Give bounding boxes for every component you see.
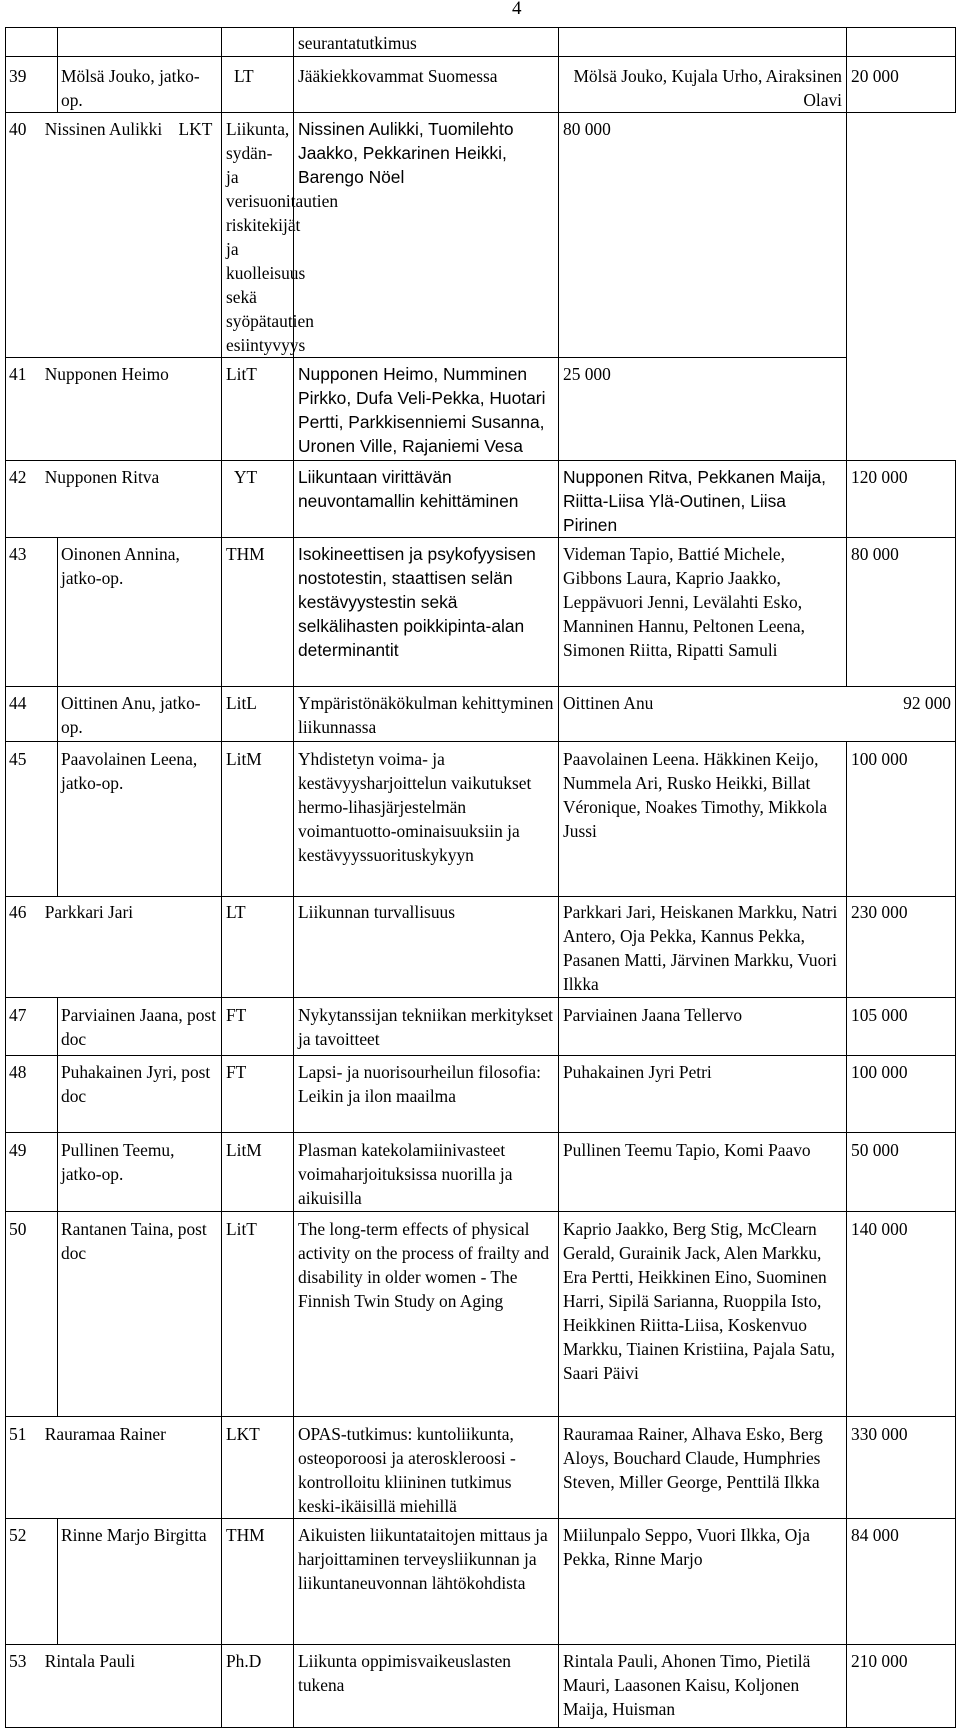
table-row xyxy=(6,1417,956,1519)
project-title: The long-term effects of physical activity on the process of frailty and disability in older women - The Finnish Twin Study on Aging xyxy=(294,1212,559,1417)
project-title: Jääkiekkovammat Suomessa xyxy=(294,57,559,113)
row-number: 53 xyxy=(9,1651,27,1671)
degree: LitT xyxy=(222,1212,294,1417)
amount: 50 000 xyxy=(847,1133,956,1212)
researchers: Paavolainen Leena. Häkkinen Keijo, Nummela Ari, Rusko Heikki, Billat Véronique, Noakes Timothy, Mikkola Jussi xyxy=(559,742,847,897)
applicant-name: Mölsä Jouko, jatko-op. xyxy=(58,57,222,113)
project-title: Liikunta, sydän- ja verisuonitautien riskitekijät ja kuolleisuus sekä syöpätautien esiintyvyys xyxy=(222,113,294,358)
amount: 80 000 xyxy=(559,113,847,358)
degree: Ph.D xyxy=(222,1645,294,1728)
project-title: Nykytanssijan tekniikan merkitykset ja tavoitteet xyxy=(294,998,559,1056)
applicant-name: Nissinen Aulikki xyxy=(44,119,163,139)
researchers: Nupponen Ritva, Pekkanen Maija, Riitta-Liisa Ylä-Outinen, Liisa Pirinen xyxy=(559,461,847,538)
table-row xyxy=(6,28,956,57)
row-number: 39 xyxy=(6,57,58,113)
table-row xyxy=(6,1645,956,1728)
applicant-name: Rintala Pauli xyxy=(44,1651,136,1671)
researchers: Rintala Pauli, Ahonen Timo, Pietilä Mauri, Laasonen Kaisu, Koljonen Maija, Huisman xyxy=(559,1645,847,1728)
row-number: 48 xyxy=(6,1056,58,1133)
amount: 25 000 xyxy=(559,358,847,461)
row-number: 49 xyxy=(6,1133,58,1212)
row-number-and-name xyxy=(6,1417,222,1519)
grant-table xyxy=(5,27,956,1728)
applicant-name: Nupponen Ritva xyxy=(44,467,160,487)
row-number-and-name xyxy=(6,1645,222,1728)
amount: 80 000 xyxy=(847,538,956,687)
amount: 210 000 xyxy=(847,1645,956,1728)
row-number-and-name xyxy=(6,897,222,998)
degree: LT xyxy=(222,57,294,113)
project-title: Isokineettisen ja psykofyysisen nostotestin, staattisen selän kestävyystestin sekä selkälihasten poikkipinta-alan determinantit xyxy=(294,538,559,687)
researchers: Nupponen Heimo, Numminen Pirkko, Dufa Veli-Pekka, Huotari Pertti, Parkkisenniemi Susanna, Uronen Ville, Rajaniemi Vesa xyxy=(294,358,559,461)
row-number: 45 xyxy=(6,742,58,897)
amount: 84 000 xyxy=(847,1519,956,1645)
applicant-name: Paavolainen Leena, jatko-op. xyxy=(58,742,222,897)
amount xyxy=(847,28,956,57)
table-row xyxy=(6,1519,956,1645)
table-row xyxy=(6,742,956,897)
degree: THM xyxy=(222,538,294,687)
researchers: Mölsä Jouko, Kujala Urho, Airaksinen Olavi xyxy=(559,57,847,113)
degree: LitM xyxy=(222,742,294,897)
project-title: seurantatutkimus xyxy=(294,28,559,57)
applicant-name xyxy=(58,28,222,57)
researchers: Rauramaa Rainer, Alhava Esko, Berg Aloys, Bouchard Claude, Humphries Steven, Miller George, Penttilä Ilkka xyxy=(559,1417,847,1519)
amount: 92 000 xyxy=(903,693,951,713)
row-number-and-name xyxy=(6,358,222,461)
row-number-and-name xyxy=(6,461,222,538)
degree: YT xyxy=(222,461,294,538)
table-row xyxy=(6,538,956,687)
applicant-name: Rantanen Taina, post doc xyxy=(58,1212,222,1417)
row-number: 43 xyxy=(6,538,58,687)
degree xyxy=(222,28,294,57)
applicant-name: Puhakainen Jyri, post doc xyxy=(58,1056,222,1133)
degree: LitT xyxy=(226,364,257,384)
table-row xyxy=(6,687,956,742)
researchers: Oittinen Anu xyxy=(563,693,654,713)
project-title: Yhdistetyn voima- ja kestävyysharjoittelun vaikutukset hermo-lihasjärjestelmän voimantuotto-ominaisuuksiin ja kestävyyssuorituskykyyn xyxy=(294,742,559,897)
row-number: 44 xyxy=(6,687,58,742)
researchers: Puhakainen Jyri Petri xyxy=(559,1056,847,1133)
project-title: Aikuisten liikuntataitojen mittaus ja harjoittaminen terveysliikunnan ja liikuntaneuvonnan lähtökohdista xyxy=(294,1519,559,1645)
researchers: Miilunpalo Seppo, Vuori Ilkka, Oja Pekka, Rinne Marjo xyxy=(559,1519,847,1645)
row-number: 47 xyxy=(6,998,58,1056)
degree: LKT xyxy=(222,1417,294,1519)
degree: LT xyxy=(222,897,294,998)
table-row xyxy=(6,358,956,461)
row-number: 51 xyxy=(9,1424,27,1444)
researchers: Parviainen Jaana Tellervo xyxy=(559,998,847,1056)
degree: THM xyxy=(222,1519,294,1645)
row-number-and-name xyxy=(6,113,222,358)
table-row xyxy=(6,897,956,998)
row-number xyxy=(6,28,58,57)
row-number: 52 xyxy=(6,1519,58,1645)
table-row xyxy=(6,57,956,113)
row-number: 41 xyxy=(9,364,27,384)
applicant-name: Nupponen Heimo xyxy=(44,364,169,384)
degree: LitL xyxy=(222,687,294,742)
researchers: Nissinen Aulikki, Tuomilehto Jaakko, Pekkarinen Heikki, Barengo Nöel xyxy=(294,113,559,358)
amount: 120 000 xyxy=(847,461,956,538)
project-title: Liikunnan turvallisuus xyxy=(294,897,559,998)
degree-and-title xyxy=(222,358,294,461)
row-number: 40 xyxy=(9,119,27,139)
degree: LKT xyxy=(178,119,213,139)
applicant-name: Rauramaa Rainer xyxy=(44,1424,166,1444)
applicant-name: Oittinen Anu, jatko-op. xyxy=(58,687,222,742)
project-title: Liikuntaan virittävän neuvontamallin kehittäminen xyxy=(294,461,559,538)
table-row xyxy=(6,1133,956,1212)
row-number: 50 xyxy=(6,1212,58,1417)
amount: 105 000 xyxy=(847,998,956,1056)
degree: FT xyxy=(222,1056,294,1133)
applicant-name: Oinonen Annina, jatko-op. xyxy=(58,538,222,687)
table-row xyxy=(6,1212,956,1417)
page-number: 4 xyxy=(512,0,522,19)
amount: 20 000 xyxy=(847,57,956,113)
degree: FT xyxy=(222,998,294,1056)
researchers: Kaprio Jaakko, Berg Stig, McClearn Gerald, Gurainik Jack, Alen Markku, Era Pertti, Heikkinen Eino, Suominen Harri, Sipilä Sarianna, Ruoppila Isto, Heikkinen Riitta-Liisa, Koskenvuo Markku, Tiainen Kristiina, Pajala Satu, Saari Päivi xyxy=(559,1212,847,1417)
applicant-name: Parkkari Jari xyxy=(44,902,134,922)
degree: LitM xyxy=(222,1133,294,1212)
amount: 140 000 xyxy=(847,1212,956,1417)
row-number: 46 xyxy=(9,902,27,922)
project-title: Plasman katekolamiinivasteet voimaharjoituksissa nuorilla ja aikuisilla xyxy=(294,1133,559,1212)
project-title: OPAS-tutkimus: kuntoliikunta, osteoporoosi ja ateroskleroosi - kontrolloitu kliininen tutkimus keski-ikäisillä miehillä xyxy=(294,1417,559,1519)
amount: 100 000 xyxy=(847,1056,956,1133)
researchers-and-amount xyxy=(559,687,956,742)
applicant-name: Pullinen Teemu, jatko-op. xyxy=(58,1133,222,1212)
project-title: Lapsi- ja nuorisourheilun filosofia: Leikin ja ilon maailma xyxy=(294,1056,559,1133)
researchers xyxy=(559,28,847,57)
applicant-name: Parviainen Jaana, post doc xyxy=(58,998,222,1056)
amount: 230 000 xyxy=(847,897,956,998)
table-row xyxy=(6,461,956,538)
amount: 100 000 xyxy=(847,742,956,897)
researchers: Pullinen Teemu Tapio, Komi Paavo xyxy=(559,1133,847,1212)
table-row xyxy=(6,113,956,358)
table-row xyxy=(6,1056,956,1133)
researchers: Videman Tapio, Battié Michele, Gibbons Laura, Kaprio Jaakko, Leppävuori Jenni, Levälahti Esko, Manninen Hannu, Peltonen Leena, Simonen Riitta, Ripatti Samuli xyxy=(559,538,847,687)
row-number: 42 xyxy=(9,467,27,487)
researchers: Parkkari Jari, Heiskanen Markku, Natri Antero, Oja Pekka, Kannus Pekka, Pasanen Matti, Järvinen Markku, Vuori Ilkka xyxy=(559,897,847,998)
applicant-name: Rinne Marjo Birgitta xyxy=(58,1519,222,1645)
amount: 330 000 xyxy=(847,1417,956,1519)
project-title: Liikunta oppimisvaikeuslasten tukena xyxy=(294,1645,559,1728)
project-title: Ympäristönäkökulman kehittyminen liikunnassa xyxy=(294,687,559,742)
table-row xyxy=(6,998,956,1056)
